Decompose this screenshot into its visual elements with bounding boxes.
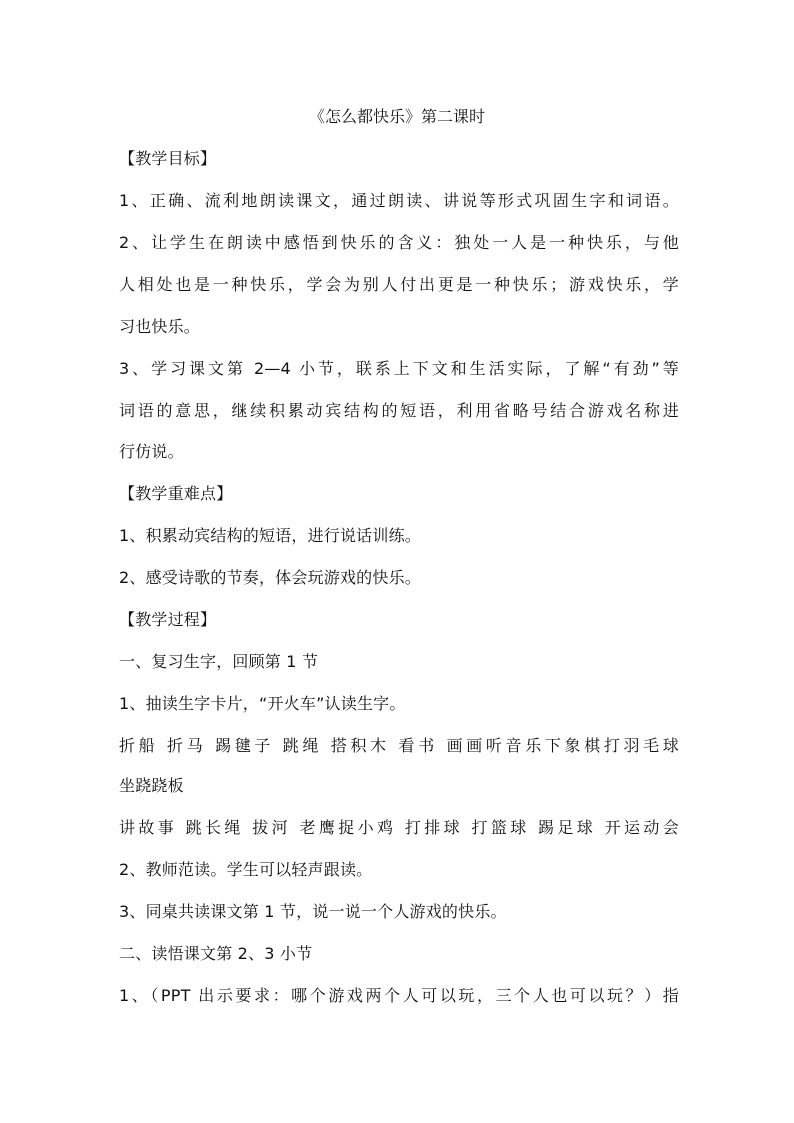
paragraph-line: 1、积累动宾结构的短语，进行说话训练。: [119, 526, 421, 545]
paragraph-line: 3、同桌共读课文第 1 节，说一说一个人游戏的快乐。: [119, 902, 507, 921]
subsection-heading: 一、复习生字，回顾第 1 节: [119, 652, 319, 671]
paragraph-line: 人相处也是一种快乐，学会为别人付出更是一种快乐；游戏快乐，学: [119, 275, 679, 294]
paragraph-line: 3、学习课文第 2—4 小节，联系上下文和生活实际，了解“有劲”等: [119, 359, 679, 378]
word-list-line: 折船 折马 踢毽子 跳绳 搭积木 看书 画画听音乐下象棋打羽毛球: [119, 736, 679, 755]
section-heading-objectives: 【教学目标】: [119, 149, 217, 168]
subsection-heading: 二、读悟课文第 2、3 小节: [119, 944, 313, 963]
paragraph-line: 1、（PPT 出示要求：哪个游戏两个人可以玩，三个人也可以玩？）指: [119, 986, 679, 1005]
paragraph-line: 行仿说。: [119, 442, 184, 461]
paragraph-line: 2、感受诗歌的节奏，体会玩游戏的快乐。: [119, 568, 421, 587]
section-heading-process: 【教学过程】: [119, 610, 217, 629]
document-title: 《怎么都快乐》第二课时: [308, 107, 485, 126]
paragraph-line: 1、正确、流利地朗读课文，通过朗读、讲说等形式巩固生字和词语。: [119, 191, 679, 210]
paragraph-line: 2、让学生在朗读中感悟到快乐的含义：独处一人是一种快乐，与他: [119, 233, 679, 252]
paragraph-line: 习也快乐。: [119, 317, 201, 336]
paragraph-line: 词语的意思，继续积累动宾结构的短语，利用省略号结合游戏名称进: [119, 401, 679, 420]
section-heading-key-points: 【教学重难点】: [119, 484, 233, 503]
word-list-line: 坐跷跷板: [119, 776, 184, 795]
word-list-line: 讲故事 跳长绳 拔河 老鹰捉小鸡 打排球 打篮球 踢足球 开运动会: [119, 818, 679, 837]
paragraph-line: 1、抽读生字卡片，“开火车”认读生字。: [119, 694, 406, 713]
paragraph-line: 2、教师范读。学生可以轻声跟读。: [119, 860, 373, 879]
